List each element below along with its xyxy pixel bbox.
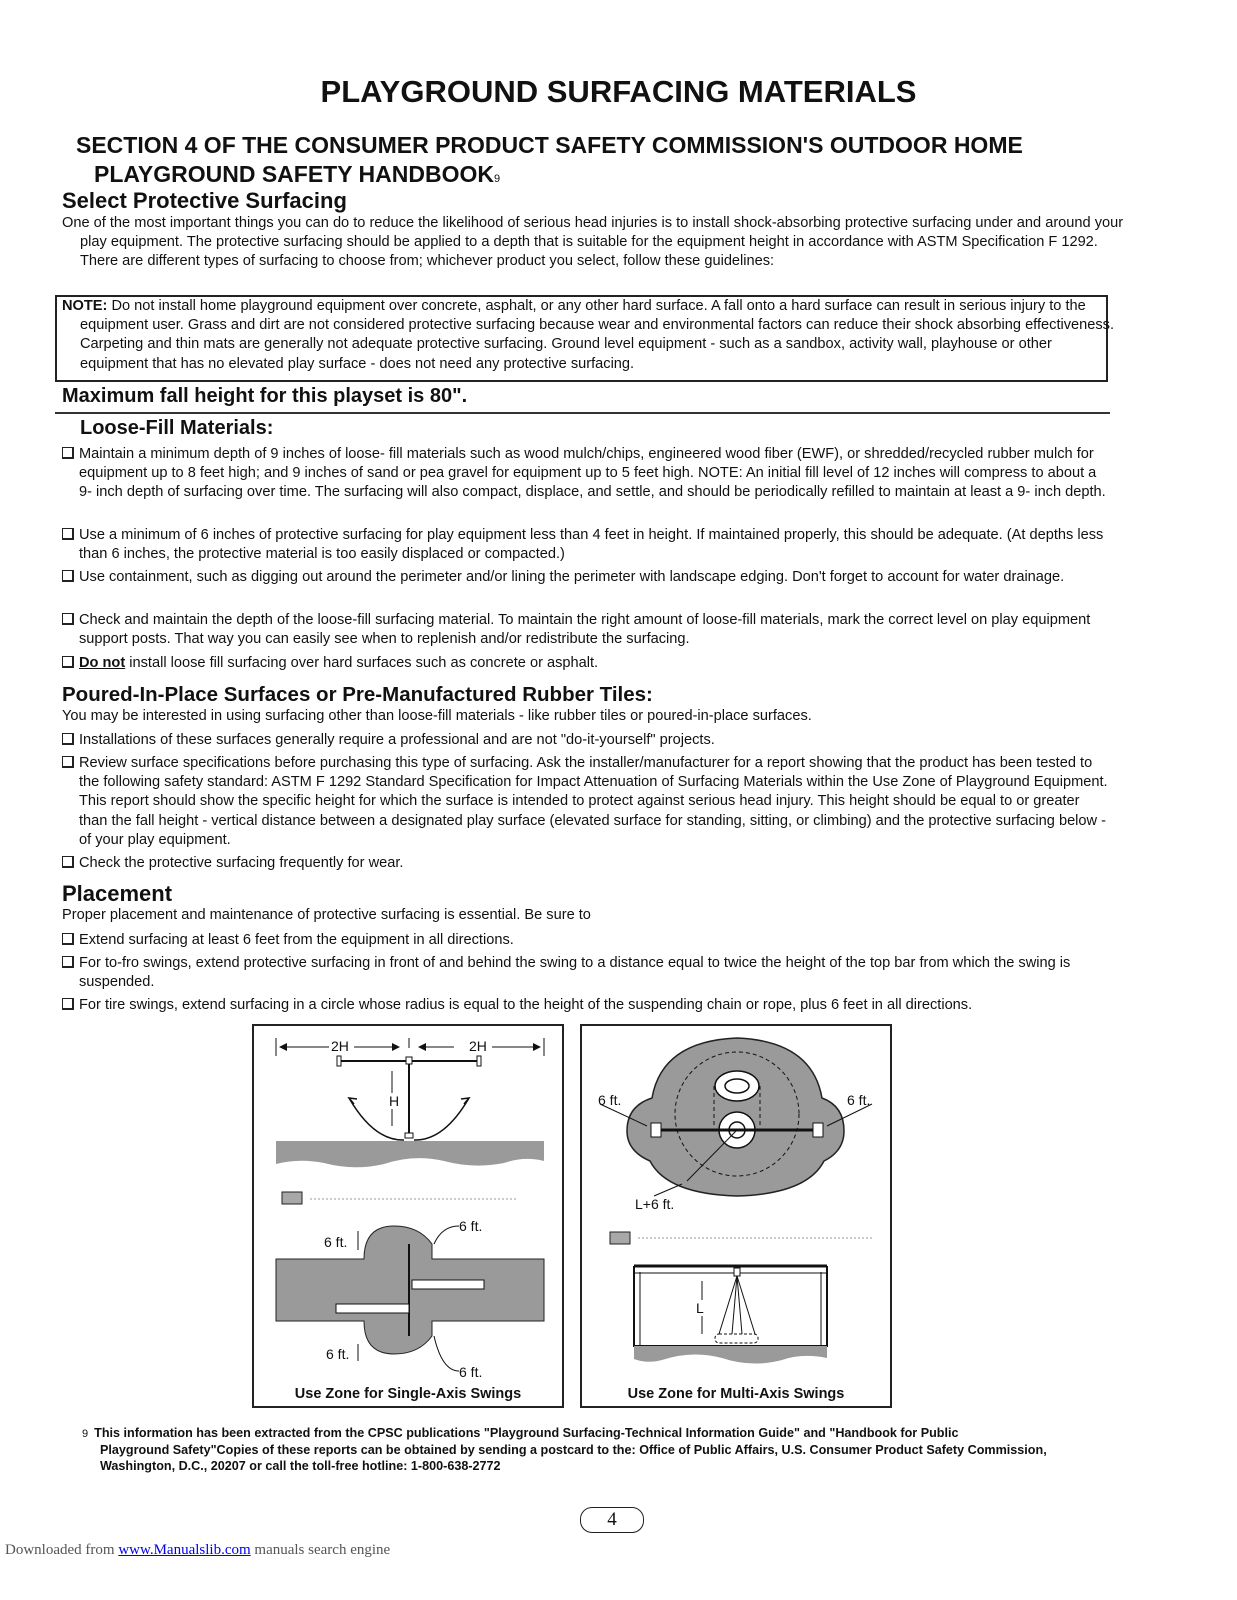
dim-6ft-top-right: 6 ft. [459,1218,483,1234]
list-item: Use a minimum of 6 inches of protective surfacing for play equipment less than 4 feet in height. If maintained properly, this should be adequate. (At depths less than 6 inches, the protective material is too easily displaced or compacted.) [62,526,1110,564]
list-item: Review surface specifications before purchasing this type of surfacing. Ask the installer/manufacturer for a report showing that the product has been tested to the following safety standard: ASTM F 1292 Standard Specification for Impact Attenuation of Surfacing Materials within the Use Zone of Playground Equipment. This report should show the specific height for which the surface is intended to protect against serious head injury. This height should be equal to or greater than the fall height - vertical distance between a designated play surface (elevated surface for standing, sitting, or climbing) and the protective surfacing below - of your play equipment. [62,754,1110,850]
figure-caption: Use Zone for Multi-Axis Swings [627,1386,845,1402]
figure-caption: Use Zone for Single-Axis Swings [294,1386,522,1402]
list-item: Extend surfacing at least 6 feet from the equipment in all directions. [62,931,1110,950]
multi-axis-diagram [582,1026,890,1406]
note-label: NOTE: [62,298,108,314]
section-title [76,131,1196,194]
checkbox-icon [62,570,74,582]
list-item: Use containment, such as digging out around the perimeter and/or lining the perimeter with landscape edging. Don't forget to account for water drainage. [62,568,1110,587]
label-2h-left: 2H [331,1038,349,1054]
checkbox-icon [62,998,74,1010]
multi-axis-figure [580,1024,892,1408]
manualslib-link[interactable]: www.Manualslib.com [118,1542,251,1558]
dim-6ft-bottom-left: 6 ft. [326,1346,350,1362]
section-title-line2: PLAYGROUND SAFETY HANDBOOK [94,161,494,187]
footnote-number: 9 [82,1428,89,1440]
list-item: For to-fro swings, extend protective surfacing in front of and behind the swing to a distance equal to twice the height of the top bar from which the swing is suspended. [62,954,1110,992]
list-item: Do not install loose fill surfacing over hard surfaces such as concrete or asphalt. [62,654,1110,673]
divider [55,412,1110,414]
section-title-line1: SECTION 4 OF THE CONSUMER PRODUCT SAFETY COMMISSION'S OUTDOOR HOME [76,132,1023,158]
list-item: Installations of these surfaces generally require a professional and are not "do-it-yourself" projects. [62,731,1110,750]
select-text: One of the most important things you can do to reduce the likelihood of serious head injuries is to install shock-absorbing protective surfacing under and around your play equipment. The protective surfacing should be applied to a depth that is suitable for the equipment height in accordance with ASTM Specification F 1292. There are different types of surfacing to choose from; whichever product you select, follow these guidelines: [62,215,1124,270]
list-item: Maintain a minimum depth of 9 inches of loose- fill materials such as wood mulch/chips, engineered wood fiber (EWF), or shredded/recycled rubber mulch for equipment up to 8 feet high; and 9 inches of sand or pea gravel for equipment up to 5 feet high. NOTE: An initial fill level of 12 inches will compress to about a 9- inch depth of surfacing over time. The surfacing will also compact, displace, and settle, and should be periodically refilled to maintain at least a 9- inch depth. [62,445,1110,503]
dim-6ft-right: 6 ft. [847,1092,871,1108]
note-text [62,297,1120,374]
footnote [82,1425,1082,1475]
checkbox-icon [62,933,74,945]
checkbox-icon [62,613,74,625]
checkbox-icon [62,733,74,745]
list-item: Check the protective surfacing frequently for wear. [62,854,1110,873]
note-body: Do not install home playground equipment over concrete, asphalt, or any other hard surface. A fall onto a hard surface can result in serious injury to the equipment user. Grass and dirt are not considered protective surfacing because wear and environmental factors can reduce their shock absorbing effectiveness. Carpeting and thin mats are generally not adequate protective surfacing. Ground level equipment - such as a sandbox, activity wall, playhouse or other equipment that has no elevated play surface - does not need any protective surfacing. [80,298,1115,372]
select-heading: Select Protective Surfacing [62,188,347,213]
checkbox-icon [62,447,74,459]
poured-intro: You may be interested in using surfacing other than loose-fill materials - like rubber tiles or poured-in-place surfaces. [62,708,812,724]
label-l: L [696,1300,704,1316]
page-number: 4 [580,1507,644,1533]
checkbox-icon [62,756,74,768]
footnote-rest: Playground Safety"Copies of these reports can be obtained by sending a postcard to the: Office of Public Affairs, U.S. Consumer Product Safety Commission, Washington, D.C., 20207 or call the toll-free hotline: 1-800-638-2772 [100,1443,1047,1474]
checkbox-icon [62,656,74,668]
dim-6ft-top-left: 6 ft. [324,1234,348,1250]
radius-label: L+6 ft. [635,1196,675,1212]
list-item: Check and maintain the depth of the loose-fill surfacing material. To maintain the right amount of loose-fill materials, mark the correct level on play equipment support posts. That way you can easily see when to replenish and/or redistribute the surfacing. [62,611,1110,649]
checkbox-icon [62,856,74,868]
list-item: For tire swings, extend surfacing in a circle whose radius is equal to the height of the suspending chain or rope, plus 6 feet in all directions. [62,996,1110,1015]
footnote-ref: 9 [493,173,501,185]
placement-intro: Proper placement and maintenance of protective surfacing is essential. Be sure to [62,907,591,923]
single-axis-figure [252,1024,564,1408]
page-title: PLAYGROUND SURFACING MATERIALS [320,74,917,109]
placement-heading: Placement [62,881,173,906]
max-fall-height: Maximum fall height for this playset is 80". [62,385,468,407]
dim-6ft-bottom-right: 6 ft. [459,1364,483,1380]
checkbox-icon [62,528,74,540]
loose-fill-heading: Loose-Fill Materials: [80,417,274,439]
checkbox-icon [62,956,74,968]
do-not-emphasis: Do not [79,655,126,671]
single-axis-diagram [254,1026,562,1406]
download-banner: Downloaded from www.Manualslib.com manuals search engine [5,1542,391,1558]
footnote-line1: This information has been extracted from the CPSC publications "Playground Surfacing-Technical Information Guide" and "Handbook for Public [94,1426,959,1440]
label-2h-right: 2H [469,1038,487,1054]
label-h: H [389,1093,400,1109]
poured-heading: Poured-In-Place Surfaces or Pre-Manufactured Rubber Tiles: [62,683,653,706]
dim-6ft-left: 6 ft. [598,1092,622,1108]
